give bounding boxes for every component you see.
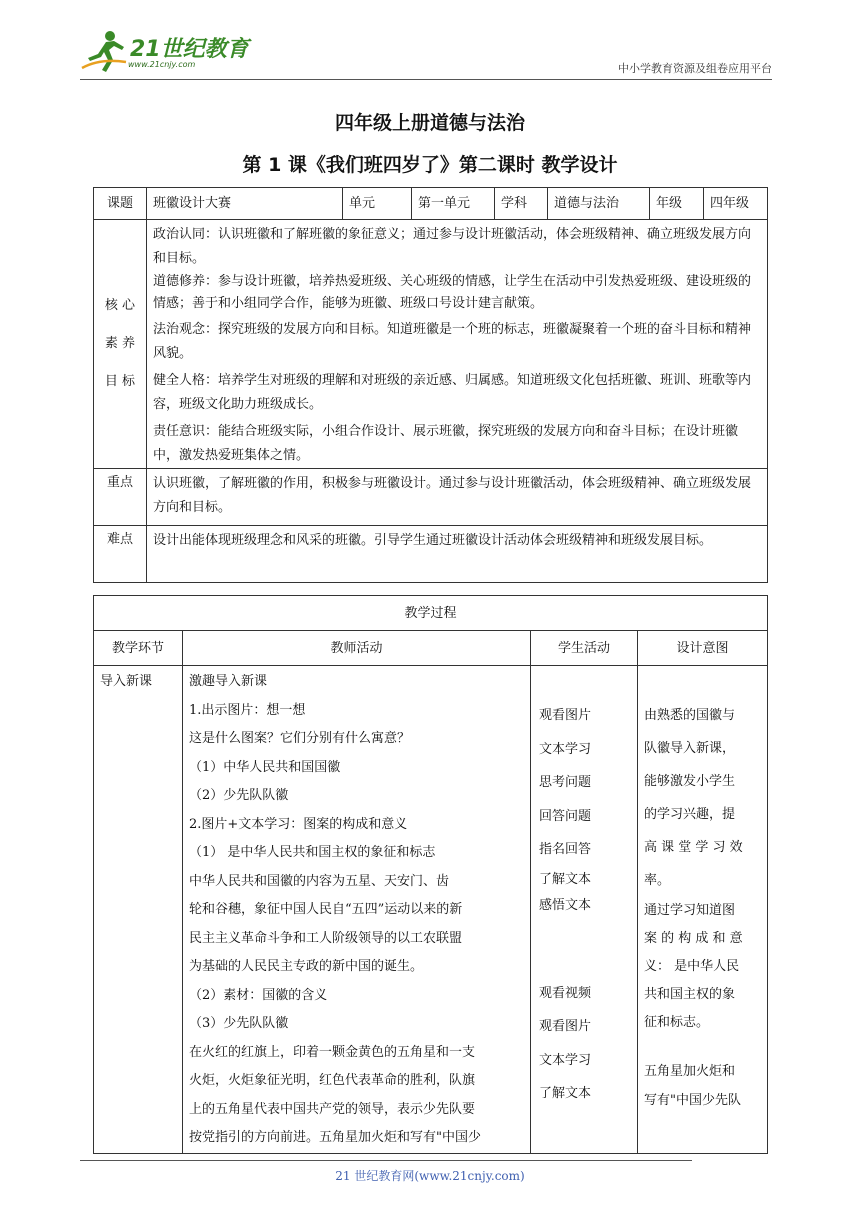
core-label-line: 目 标 (104, 374, 136, 389)
teacher-line: （3）少先队队徽 (189, 1016, 289, 1031)
student-line: 文本学习 (539, 741, 592, 757)
grade-value: 四年级 (704, 188, 768, 220)
logo-text: 21世纪教育 (130, 37, 249, 62)
teacher-line: 1.出示图片：想一想 (189, 702, 306, 718)
teacher-line: （2）素材：国徽的含义 (189, 987, 328, 1003)
intent-line: 共和国主权的象 (644, 987, 736, 1002)
teacher-line: 轮和谷穗，象征中国人民自“五四”运动以来的新 (189, 902, 463, 917)
column-header: 设计意图 (638, 631, 768, 666)
intent-line: 写有"中国少先队 (644, 1093, 741, 1108)
goal-law: 法治观念：探究班级的发展方向和目标。知道班徽是一个班的标志，班徽凝聚着一个班的奋斗目标和精神风貌。 (153, 322, 752, 361)
spacer (644, 1037, 761, 1057)
teacher-line: 2.图片+文本学习：图案的构成和意义 (189, 816, 408, 832)
document-title: 四年级上册道德与法治 (334, 112, 525, 134)
student-line: 感悟文本 (539, 897, 592, 913)
process-title-row (94, 596, 768, 631)
intent-line: 义： 是中华人民 (644, 959, 740, 974)
teacher-line: 按党指引的方向前进。五角星加火炬和写有"中国少 (189, 1130, 481, 1145)
difficult-point-paragraph: 设计出能体现班级理念和风采的班徽。引导学生通过班徽设计活动体会班级精神和班级发展目标。 (153, 533, 713, 548)
core-label-line: 素 养 (104, 336, 136, 351)
intent-line: 征和标志。 (644, 1015, 710, 1030)
subject-value: 道德与法治 (548, 188, 650, 220)
teacher-line: 为基础的人民民主专政的新中国的诞生。 (189, 959, 424, 974)
intent-line: 案 的 构 成 和 意 (644, 931, 743, 946)
teacher-line: 激趣导入新课 (189, 674, 268, 689)
student-line: 指名回答 (539, 842, 592, 857)
intent-line: 率。 (644, 873, 671, 888)
goal-personality: 健全人格：培养学生对班级的理解和对班级的亲近感、归属感。知道班级文化包括班徽、班训、班歌等内容，班级文化助力班级成长。 (153, 373, 752, 412)
teacher-line: （1）中华人民共和国国徽 (189, 759, 341, 775)
column-header: 学生活动 (531, 631, 638, 666)
header-divider (80, 79, 772, 80)
key-point-label: 重点 (94, 469, 147, 526)
unit-value: 第一单元 (412, 188, 495, 220)
intent-line: 队徽导入新课， (644, 741, 736, 756)
topic-label: 课题 (94, 188, 147, 220)
teacher-line: （1） 是中华人民共和国主权的象征和标志 (189, 845, 436, 860)
column-header: 教师活动 (183, 631, 531, 666)
core-goals-row (94, 220, 768, 469)
design-intent (638, 666, 768, 1154)
goal-political: 政治认同：认识班徽和了解班徽的象征意义；通过参与设计班徽活动，体会班级精神、确立班级发展方向和目标。 (153, 227, 752, 266)
lesson-info-table (93, 187, 768, 583)
teacher-line: 火炬，火炬象征光明，红色代表革命的胜利，队旗 (189, 1073, 476, 1088)
student-line: 了解文本 (539, 871, 592, 887)
student-line: 思考问题 (539, 775, 592, 790)
teacher-line: 这是什么图案？它们分别有什么寓意？ (189, 731, 411, 746)
core-goals-label (94, 220, 147, 469)
goal-responsibility: 责任意识：能结合班级实际，小组合作设计、展示班徽，探究班级的发展方向和奋斗目标；在设计班徽中，激发热爱班集体之情。 (153, 424, 739, 463)
footer-divider (80, 1160, 692, 1161)
stage-cell: 导入新课 (94, 666, 183, 1154)
unit-label: 单元 (343, 188, 412, 220)
footer-text: 21 世纪教育网(www.21cnjy.com) (335, 1169, 525, 1183)
teacher-line: 上的五角星代表中国共产党的领导，表示少先队要 (189, 1101, 476, 1117)
intent-line: 通过学习知道图 (644, 903, 736, 918)
grade-label: 年级 (650, 188, 704, 220)
info-row (94, 188, 768, 220)
core-goals-content (147, 220, 768, 469)
student-line: 观看视频 (539, 985, 592, 1001)
difficult-point-label: 难点 (94, 526, 147, 583)
difficult-point-text (147, 526, 768, 583)
key-point-text (147, 469, 768, 526)
student-line: 观看图片 (539, 1019, 592, 1034)
intent-line: 五角星加火炬和 (644, 1064, 736, 1079)
student-line: 回答问题 (539, 808, 592, 824)
student-line: 观看图片 (539, 708, 592, 723)
teacher-line: （2）少先队队徽 (189, 788, 289, 803)
platform-label: 中小学教育资源及组卷应用平台 (618, 62, 772, 75)
intent-line: 能够激发小学生 (644, 774, 736, 789)
student-line: 文本学习 (539, 1052, 592, 1068)
page-header (80, 28, 772, 78)
logo-url: www.21cnjy.com (128, 60, 196, 69)
runner-logo-icon (80, 28, 130, 74)
subject-label: 学科 (495, 188, 548, 220)
student-activity (531, 666, 638, 1154)
process-header-row (94, 631, 768, 666)
site-logo (80, 28, 250, 76)
teacher-activity (183, 666, 531, 1154)
column-header: 教学环节 (94, 631, 183, 666)
spacer (539, 919, 631, 977)
topic-value: 班徽设计大赛 (147, 188, 343, 220)
lesson-title: 第 1 课《我们班四岁了》第二课时 教学设计 (242, 154, 618, 176)
intent-line: 的学习兴趣，提 (644, 807, 736, 822)
difficult-point-row (94, 526, 768, 583)
teacher-line: 中华人民共和国徽的内容为五星、天安门、齿 (189, 873, 450, 889)
intent-line: 高 课 堂 学 习 效 (644, 840, 743, 855)
key-point-paragraph: 认识班徽，了解班徽的作用，积极参与班徽设计。通过参与设计班徽活动，体会班级精神、确立班级发展方向和目标。 (153, 476, 752, 515)
teacher-line: 民主主义革命斗争和工人阶级领导的以工农联盟 (189, 930, 463, 946)
student-line: 了解文本 (539, 1086, 592, 1101)
key-point-row (94, 469, 768, 526)
process-title: 教学过程 (94, 596, 768, 631)
teaching-process-table (93, 595, 768, 1154)
teacher-line: 在火红的红旗上，印着一颗金黄色的五角星和一支 (189, 1044, 476, 1060)
process-row (94, 666, 768, 1154)
goal-moral: 道德修养：参与设计班徽，培养热爱班级、关心班级的情感，让学生在活动中引发热爱班级、建设班级的情感；善于和小组同学合作，能够为班徽、班级口号设计建言献策。 (153, 274, 752, 311)
core-label-line: 核 心 (104, 298, 136, 313)
intent-line: 由熟悉的国徽与 (644, 708, 736, 723)
